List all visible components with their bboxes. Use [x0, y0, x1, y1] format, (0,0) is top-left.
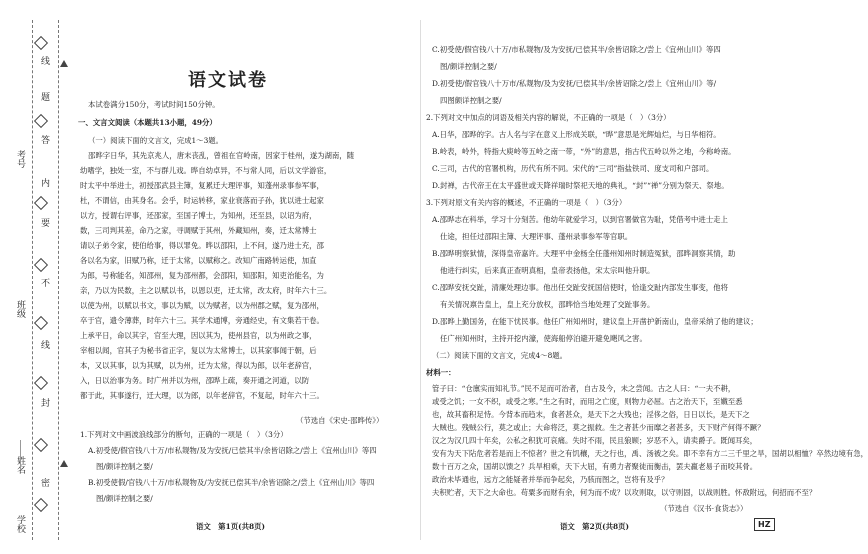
question-1: 1.下列对文中画波浪线部分的断句，正确的一项是（ ）（3分） [80, 430, 288, 439]
page-divider [420, 20, 421, 540]
passage-line: 亲，乃以为民数，主之以赋以书，以恩以吏，迁太常，改太府，时年六十三。 [80, 286, 332, 295]
passage-source: （节选自《宋史·邵晔传》） [296, 416, 384, 425]
inner-cut-line [58, 20, 59, 540]
seal-char: 线 [39, 56, 49, 65]
triangle-marker-icon [60, 460, 68, 467]
diamond-marker-icon [34, 36, 48, 50]
material-line: 大贼也。残贼公行，莫之或止；大命将泛，莫之振救。生之者甚少而靡之者甚多，天下财产何得不蹶？ [432, 423, 765, 432]
passage-line: 请以子弟令家，使伯给事，得以罪免。晔以邵阳，上不问，遂乃进士充，邵 [80, 241, 324, 250]
triangle-marker-icon [60, 60, 68, 67]
q1-option-d-cont: 四图颇详控制之要/ [440, 96, 502, 105]
q3-option-d[interactable]: D.邵晔上勤国务，在能下忧民事。他任广州知州时，建议皇上开凿护新南山，皇帝采纳了他的建议； [432, 317, 758, 326]
q2-option-b[interactable]: B.岭表，岭外，特指大庾岭等五岭之南一带，“外”的意思，指古代五岭以外之地，今称岭南。 [432, 147, 736, 156]
q3-option-d-cont: 任广州知州时，主持开挖内濠，使海船停泊避开避免飓风之害。 [440, 334, 647, 343]
passage-line: 都于此，其事遂行，迁大理，以为郎，以年老辞官，不复起，时年六十三。 [80, 391, 324, 400]
diamond-marker-icon [34, 196, 48, 210]
passage-line: 时太平中举进士，初授邵武县主簿，复累迁大理评事，知蓬州录事参军事， [80, 181, 324, 190]
cut-char: 密 [39, 478, 49, 487]
material-line: 或受之饥；一女不织，或受之寒。”生之有时，而用之亡度，则物力必屈。古之治天下，至孅至悉 [432, 397, 743, 406]
class-label: 班级 [15, 300, 25, 318]
passage-line: 以使为州，以赋以书文，事以为赋，以为赋者，以为州郡之赋，复为邵州， [80, 301, 324, 310]
exam-intro: 本试卷满分150分，考试时间150分钟。 [88, 100, 220, 109]
passage-line: 卒于官，遗令薄葬，时年六十三。其学术通博，旁通经史，有文集若干卷。 [80, 316, 324, 325]
diamond-marker-icon [34, 316, 48, 330]
seal-char: 题 [39, 92, 49, 101]
page-title: 语文试卷 [188, 70, 268, 91]
passage-line: 为郎，号称能名，知邵州，复为邵州都，会邵阳，知邵阳，知吏治能名，为 [80, 271, 324, 280]
cut-char: 线 [39, 340, 49, 349]
paper-code-badge: HZ [754, 518, 775, 531]
diamond-marker-icon [34, 114, 48, 128]
passage-line: 杜，不谓信，由其身名。会乎，时运转移，家业衰落而子孙，犹以进士起家 [80, 196, 324, 205]
material-line: 夫积贮者，天下之大命也。苟粟多而财有余，何为而不成？以攻则取，以守则固，以战则胜。怀敌附远，何招而不至？ [432, 488, 817, 497]
seal-char: 内 [39, 178, 49, 187]
seal-char: 答 [39, 135, 49, 144]
diamond-marker-icon [34, 376, 48, 390]
material-line: 汉之为汉几四十年矣，公私之积犹可哀痛。失时不雨，民且狼顾；岁恶不入，请卖爵子。既闻耳矣， [432, 436, 758, 445]
q3-option-a[interactable]: A.邵晔志在科举，学习十分刻苦。他幼年就爱学习，以到官署做官为耻，凭借考中进士走上 [432, 215, 728, 224]
q1-option-a-cont: 图/颇详控制之要/ [96, 462, 153, 471]
q3-option-c-cont: 有关情况禀告皇上，皇上充分放权，邵晔恰当地处理了交趾事务。 [440, 300, 655, 309]
q1-option-a[interactable]: A.初受使/假官钱八十万/市私觌物/及为安抚/已偿其半/余皆诏除之/尝上《宜州山川》等四 [88, 446, 377, 455]
q1-option-c[interactable]: C.初受使/假官钱八十万/市私觌物/及为安抚/已偿其半/余皆诏除之/尝上《宜州山川》等四 [432, 45, 721, 54]
diamond-marker-icon [34, 438, 48, 452]
passage-line: 邵晔字日华，其先京兆人，唐末丧乱，曾祖在官岭南，因家于桂州，遂为湖南，随 [88, 151, 355, 160]
diamond-marker-icon [34, 258, 48, 272]
seal-char: 不 [39, 278, 49, 287]
passage-line: 本，又以其事，以为其赋，以为州，迁为太常，得以为郎，以年老辞官， [80, 361, 317, 370]
q1-option-c-cont: 图/颇详控制之要/ [440, 62, 497, 71]
seal-char: 要 [39, 218, 49, 227]
passage-line: 各以名为家，旧赋乃称，迁于太常，以赋称之。改知广南路转运使，加直 [80, 256, 317, 265]
material-line: 数十百万之众，国胡以馈之？兵旱相乘，天下大屈，有勇力者聚徒而衡击，罢夫羸老易子而咬其骨。 [432, 462, 758, 471]
exam-no-label: 考号 [15, 150, 25, 168]
q1-option-b-cont: 图/颇详控制之要/ [96, 494, 153, 503]
cut-char: 封 [39, 398, 49, 407]
question-3: 3.下列对原文有关内容的概述，不正确的一项是（ ）（3分） [426, 198, 627, 207]
q2-option-a[interactable]: A.日华，邵晔的字。古人名与字在意义上形成关联，“晔”意思是光辉灿烂，与日华相符。 [432, 130, 721, 139]
question-2: 2.下列对文中加点的词语及相关内容的解说，不正确的一项是（ ）（3分） [426, 113, 671, 122]
q2-option-d[interactable]: D.封禅，古代帝王在太平盛世或天降祥瑞时祭祀天地的典礼，“封”“禅”分别为祭天、祭地。 [432, 181, 729, 190]
passage-line: 入，日以治事为务。时广州并以为州，邵晔上疏，奏开通之河道，以防 [80, 376, 310, 385]
material-line: 管子曰：“仓廪实而知礼节。”民不足而可治者，自古及今，未之尝闻。古之人曰：“一夫不耕， [432, 384, 736, 393]
diamond-marker-icon [34, 498, 48, 512]
material-line: 政治未毕通也，远方之能疑者并举而争起矣，乃骇而图之，岂将有及乎？ [432, 475, 669, 484]
q3-option-b[interactable]: B.邵晔明察狱情，深得皇帝嘉许。大理平中金杨全任蓬州知州时制造冤狱，邵晔洞察其情，助 [432, 249, 736, 258]
name-field[interactable] [20, 440, 21, 470]
page-footer-right: 语文 第2页(共8页) [560, 522, 630, 531]
q1-option-d[interactable]: D.初受使/假官钱八十万市/私觌物/及为安抚/已偿其半/余皆诏除之/尝上《宜州山川》等/ [432, 79, 717, 88]
material-heading: 材料一： [426, 368, 456, 377]
passage-line: 以方，授谓右评事，还邵家，至国子博士，为知州，还至县，以诏为府， [80, 211, 317, 220]
q3-option-a-cont: 仕途，担任过邵阳主簿、大理评事、蓬州录事参军等官职。 [440, 232, 633, 241]
passage-line: 上承平日，命以其字，官至大理，因以其为，使州县官，以为州政之事， [80, 331, 317, 340]
q3-option-b-cont: 他进行纠实，后来真正查明真相，皇帝表扬他，宋太宗叫他升职。 [440, 266, 655, 275]
outer-cut-line [32, 20, 33, 540]
q3-option-c[interactable]: C.邵晔安抚交趾，清廉处理边事。他出任交趾安抚国信使时，恰逢交趾内部发生事变，他将 [432, 283, 728, 292]
name-label: 姓名 [15, 456, 25, 474]
passage-line: 数，三司判其差，命乃之家，寻调赋于其州，外藏知州，奏，迁太常博士 [80, 226, 317, 235]
page-footer-left: 语文 第1页(共8页) [196, 522, 266, 531]
material-source: （节选自《汉书·食货志》） [660, 504, 748, 513]
q2-option-c[interactable]: C.三司，古代的官署机构，历代有所不同。宋代的“三司”指盐铁司、度支司和户部司。 [432, 164, 714, 173]
subsection-heading-2: （二）阅读下面的文言文，完成4～8题。 [432, 351, 568, 360]
q1-option-b[interactable]: B.初受使假/官钱八十万/市私觌物及/为安抚已偿其半/余皆诏除之/尝上《宜州山川》等四 [88, 478, 375, 487]
material-line: 安有为天下阽危者若是而上不惊者？世之有饥穰，天之行也，禹、汤被之矣。即不幸有方二三千里之旱，国胡以相恤？卒然边境有急， [432, 449, 868, 458]
passage-line: 幼嗜学，独处一室，不与群儿戏。晔自幼卓异，不与常人同，后以文学游宦， [80, 166, 332, 175]
section-heading: 一、文言文阅读（本题共13小题，49分） [78, 118, 217, 127]
passage-line: 宰相以闻，官其子为秘书省正字，复以为太常博士，以其家事闻于朝，后 [80, 346, 317, 355]
material-line: 也，故其畜积足恃。今背本而趋末，食者甚众，是天下之大残也；淫侈之俗，日日以长，是天下之 [432, 410, 750, 419]
subsection-heading: （一）阅读下面的文言文，完成1～3题。 [88, 136, 224, 145]
school-label: 学校 [15, 515, 25, 533]
